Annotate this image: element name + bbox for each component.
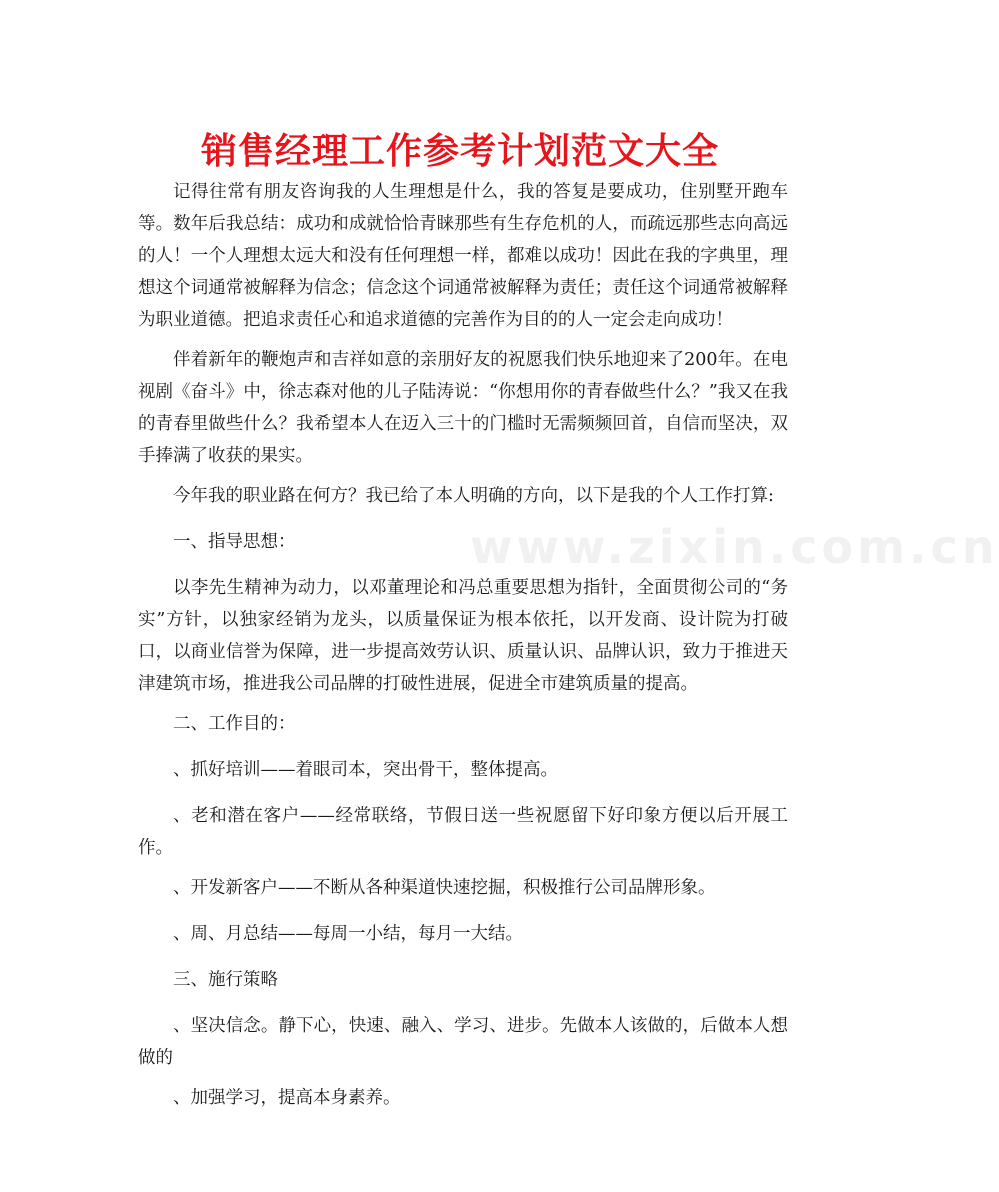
list-item-new-clients: 、开发新客户——不断从各种渠道快速挖掘，积极推行公司品牌形象。 [173,878,716,898]
list-item-existing-clients: 、老和潜在客户——经常联络，节假日送一些祝愿留下好印象方便以后开展工作。 [138,806,788,858]
paragraph-new-year: 伴着新年的鞭炮声和吉祥如意的亲朋好友的祝愿我们快乐地迎来了200年。在电视剧《奋斗》中，徐志森对他的儿子陆涛说：“你想用你的青春做些什么？”我又在我的青春里做些什么？我希望本人在迈入三十的门槛时无需频频回首，自信而坚决，双手捧满了收获的果实。 [138,350,788,466]
paragraph-career-direction: 今年我的职业路在何方？我已给了本人明确的方向，以下是我的个人工作打算: [173,486,774,506]
list-item-training: 、抓好培训——着眼司本，突出骨干，整体提高。 [173,760,558,780]
paragraph-guiding-thought: 以李先生精神为动力，以邓董理论和冯总重要思想为指针，全面贯彻公司的“务实”方针，以独家经销为龙头，以质量保证为根本依托，以开发商、设计院为打破口，以商业信誉为保障，进一步提高效劳认识、质量认识、品牌认识，致力于推进天津建筑市场，推进我公司品牌的打破性进展，促进全市建筑质量的提高。 [138,578,788,694]
list-item-firm-belief: 、坚决信念。静下心，快速、融入、学习、进步。先做本人该做的，后做本人想做的 [138,1016,788,1068]
section-heading-work-goals: 二、工作目的： [173,714,296,734]
document-body [138,176,788,1128]
list-item-study: 、加强学习，提高本身素养。 [173,1088,401,1108]
section-heading-guiding-thought: 一、指导思想： [173,532,296,552]
section-heading-strategy: 三、施行策略 [173,970,278,990]
list-item-summaries: 、周、月总结——每周一小结，每月一大结。 [173,924,523,944]
paragraph-intro: 记得往常有朋友咨询我的人生理想是什么，我的答复是要成功，住别墅开跑车等。数年后我总结：成功和成就恰恰青睐那些有生存危机的人，而疏远那些志向高远的人！一个人理想太远大和没有任何理想一样，都难以成功！因此在我的字典里，理想这个词通常被解释为信念；信念这个词通常被解释为责任；责任这个词通常被解释为职业道德。把追求责任心和追求道德的完善作为目的的人一定会走向成功！ [138,182,788,330]
watermark: www.zixin.com.cn [470,520,999,574]
document-title: 销售经理工作参考计划范文大全 [200,131,719,172]
